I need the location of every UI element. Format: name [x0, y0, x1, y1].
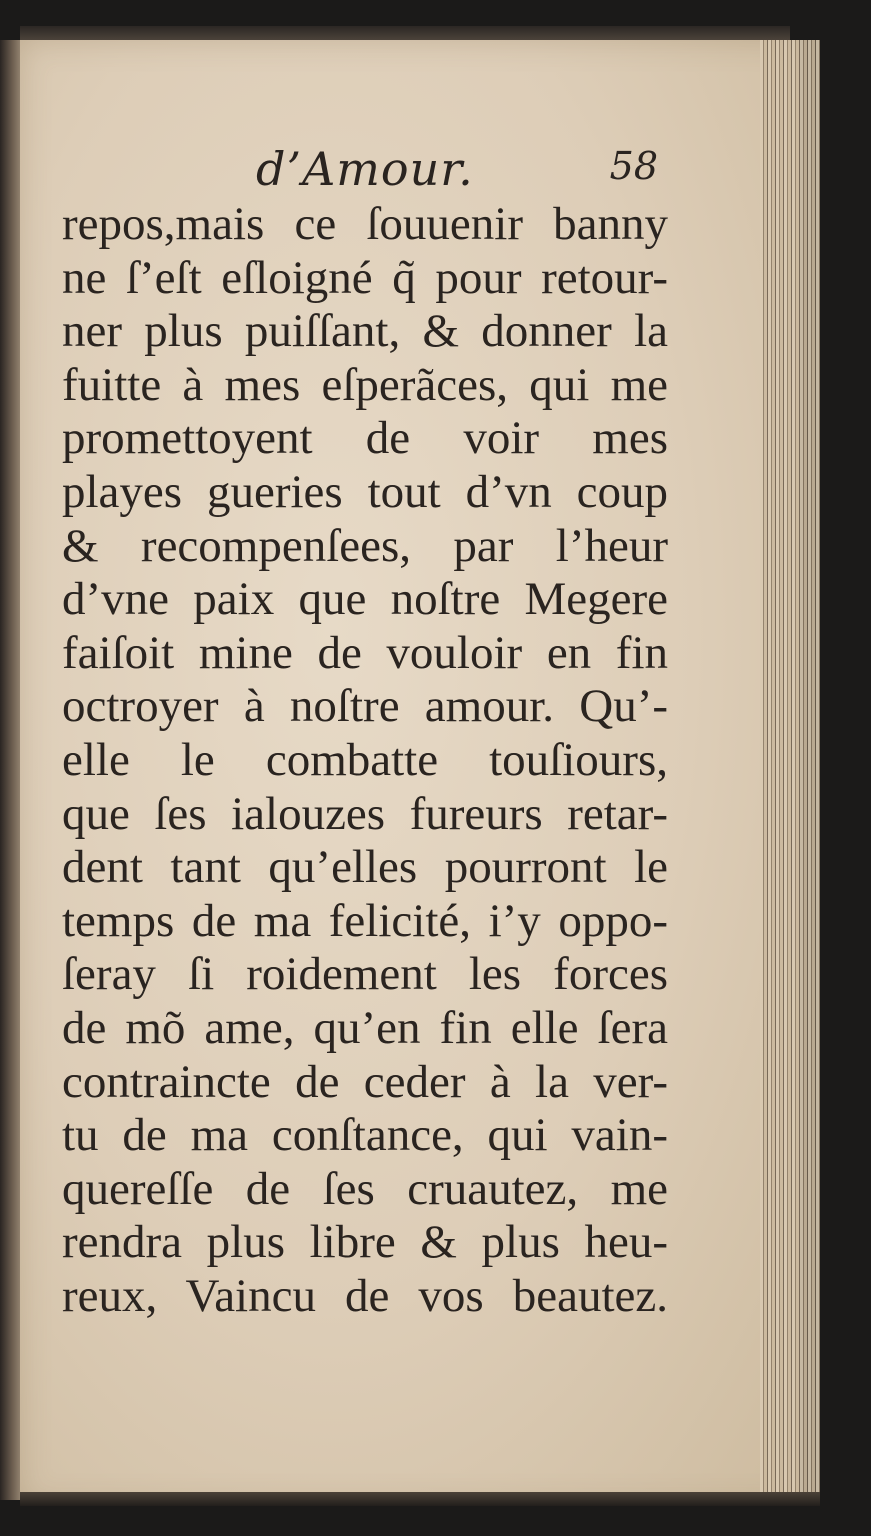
text-line: reux, Vaincu de vos beautez.	[62, 1269, 668, 1322]
page-fore-edge	[760, 40, 820, 1505]
running-head: d’Amour.	[256, 142, 474, 196]
page-number: 58	[609, 144, 658, 188]
text-line: repos,mais ce ſouuenir banny	[62, 198, 668, 250]
body-text	[62, 198, 668, 1323]
text-line: elle le combatte touſiours,	[62, 733, 668, 786]
text-line: que ſes ialouzes fureurs retar-	[62, 787, 668, 840]
text-line: ſeray ſi roidement les forces	[62, 948, 668, 1001]
text-line: d’vne paix que noſtre Megere	[62, 573, 668, 626]
text-line: & recompenſees, par l’heur	[62, 519, 668, 572]
text-line: ner plus puiſſant, & donner la	[62, 305, 668, 358]
text-line: faiſoit mine de vouloir en fin	[62, 626, 668, 679]
text-line: fuitte à mes eſperãces, qui me	[62, 358, 668, 411]
text-line: tu de ma conſtance, qui vain-	[62, 1109, 668, 1162]
previous-pages-edge	[0, 40, 22, 1500]
page-header	[60, 142, 670, 198]
text-line: contraincte de ceder à la ver-	[62, 1055, 668, 1108]
page-bottom-shadow	[20, 1492, 820, 1506]
text-line: dent tant qu’elles pourront le	[62, 841, 668, 894]
text-line: ne ſ’eſt eſloigné q̃ pour retour-	[62, 251, 668, 304]
text-line: promettoyent de voir mes	[62, 412, 668, 465]
text-line: de mõ ame, qu’en fin elle ſera	[62, 1001, 668, 1054]
text-line: quereſſe de ſes cruautez, me	[62, 1162, 668, 1215]
text-line: playes gueries tout d’vn coup	[62, 465, 668, 518]
text-line: octroyer à noſtre amour. Qu’-	[62, 680, 668, 733]
text-line: rendra plus libre & plus heu-	[62, 1216, 668, 1269]
text-line: temps de ma felicité, i’y oppo-	[62, 894, 668, 947]
